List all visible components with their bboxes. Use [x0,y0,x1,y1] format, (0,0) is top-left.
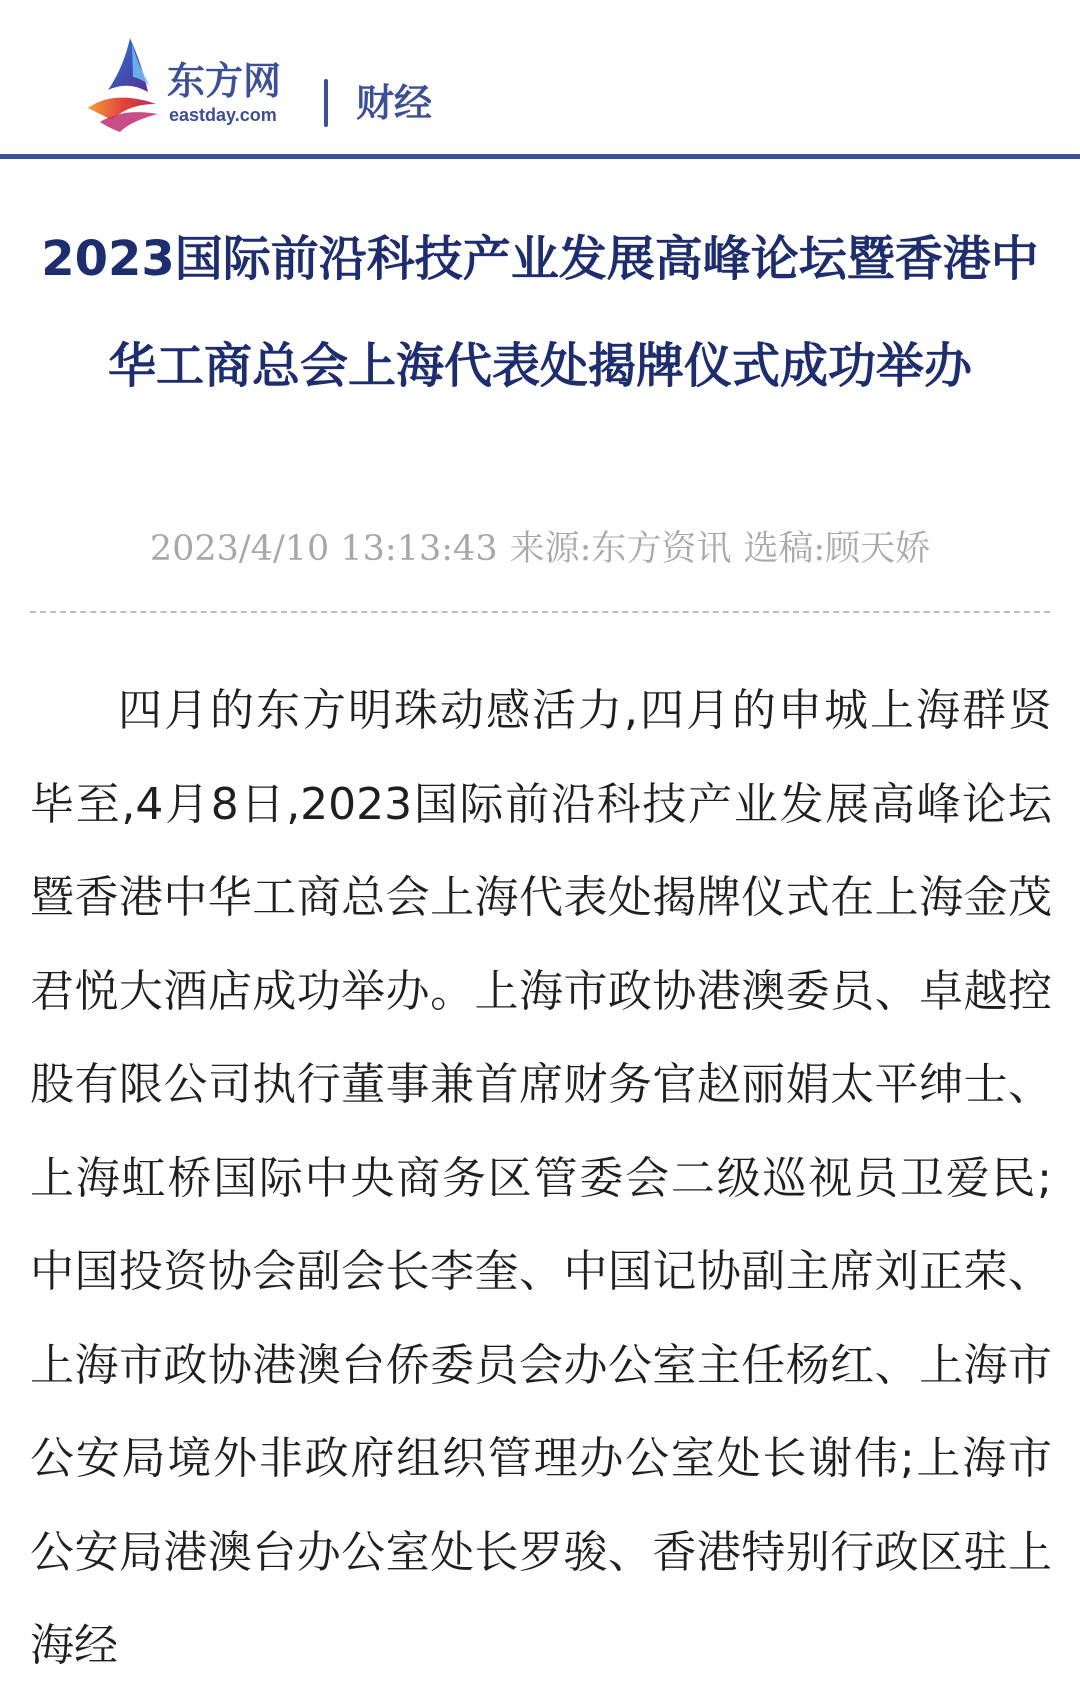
article-title: 2023国际前沿科技产业发展高峰论坛暨香港中华工商总会上海代表处揭牌仪式成功举办 [41,231,1039,394]
article-editor: 选稿:顾天娇 [743,529,931,569]
article-paragraph: 四月的东方明珠动感活力,四月的申城上海群贤毕至,4月8日,2023国际前沿科技产业发展高峰论坛暨香港中华工商总会上海代表处揭牌仪式在上海金茂君悦大酒店成功举办。上海市政协港澳委员、卓越控股有限公司执行董事兼首席财务官赵丽娟太平绅士、上海虹桥国际中央商务区管委会二级巡视员卫爱民;中国投资协会副会长李奎、中国记协副主席刘正荣、上海市政协港澳台侨委员会办公室主任杨红、上海市公安局境外非政府组织管理办公室处长谢伟;上海市公安局港澳台办公室处长罗骏、香港特别行政区驻上海经 [30,685,1052,1671]
site-logo-link[interactable] [86,34,506,134]
publish-datetime: 2023/4/10 13:13:43 [149,529,498,569]
meta-divider [30,611,1050,613]
article-meta [0,526,1080,572]
logo-text-en: eastday.com [169,105,277,125]
eastday-sail-logo-icon [86,34,168,134]
site-header [0,0,1080,156]
section-label[interactable]: 财经 [356,81,433,125]
header-divider [0,154,1080,159]
article-source: 来源:东方资讯 [509,529,732,569]
logo-divider [324,79,328,127]
logo-text-cn: 东方网 [167,59,282,103]
